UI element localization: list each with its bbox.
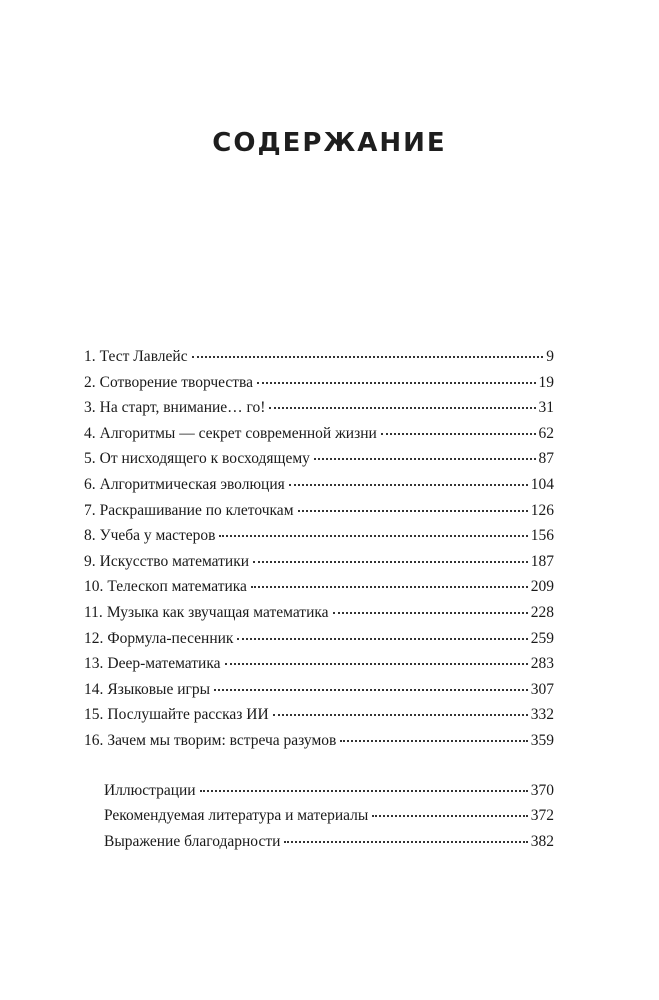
dot-leader [225, 663, 528, 665]
toc-entry[interactable] [84, 706, 554, 732]
entry-title: Искусство математики [99, 552, 250, 570]
entry-title: Сотворение творчества [99, 373, 254, 391]
dot-leader [219, 535, 527, 537]
entry-number: 11. [84, 603, 103, 621]
dot-leader [253, 561, 528, 563]
entry-page: 19 [538, 373, 554, 391]
entry-number: 6. [84, 475, 96, 493]
dot-leader [273, 714, 528, 716]
entry-page: 9 [546, 348, 554, 365]
entry-number: 3. [84, 399, 96, 417]
dot-leader [381, 433, 536, 435]
entry-number: 8. [84, 527, 96, 545]
entry-page: 259 [530, 629, 554, 647]
entry-title: Музыка как звучащая математика [106, 603, 329, 621]
toc-entry[interactable] [84, 782, 554, 808]
toc-entry[interactable] [84, 399, 554, 425]
entry-page: 332 [530, 706, 554, 724]
entry-title: Формула-песенник [107, 629, 234, 647]
entry-page: 228 [530, 603, 554, 621]
entry-title: Выражение благодарности [104, 832, 281, 850]
entry-number: 5. [84, 450, 96, 468]
dot-leader [251, 586, 528, 588]
toc-entry[interactable] [84, 578, 554, 604]
entry-title: Рекомендуемая литература и материалы [104, 807, 369, 825]
toc-entry[interactable] [84, 604, 554, 630]
toc-entry[interactable] [84, 348, 554, 374]
entry-title: От нисходящего к восходящему [99, 450, 310, 468]
toc-entry[interactable] [84, 655, 554, 681]
dot-leader [269, 407, 535, 409]
entry-number: 7. [84, 501, 96, 519]
entry-page: 307 [530, 680, 554, 698]
toc-entry[interactable] [84, 553, 554, 579]
entry-title: Deep-математика [107, 655, 221, 673]
toc-entry[interactable] [84, 374, 554, 400]
chapter-list [84, 348, 554, 758]
entry-page: 126 [530, 501, 554, 519]
entry-page: 62 [538, 424, 554, 442]
entry-title: Алгоритмы — секрет современной жизни [99, 424, 377, 442]
entry-title: Алгоритмическая эволюция [99, 475, 285, 493]
dot-leader [284, 841, 527, 843]
entry-page: 372 [530, 807, 554, 825]
page-title: СОДЕРЖАНИЕ [212, 128, 447, 158]
dot-leader [298, 510, 528, 512]
toc-entry[interactable] [84, 527, 554, 553]
entry-page: 187 [530, 552, 554, 570]
entry-number: 2. [84, 373, 96, 391]
dot-leader [333, 612, 528, 614]
toc-entry[interactable] [84, 425, 554, 451]
entry-number: 15. [84, 706, 104, 724]
dot-leader [314, 458, 536, 460]
entry-number: 14. [84, 680, 104, 698]
entry-number: 16. [84, 731, 104, 749]
entry-page: 31 [538, 399, 554, 417]
dot-leader [214, 689, 528, 691]
entry-title: Телескоп математика [107, 578, 247, 596]
toc-entry[interactable] [84, 630, 554, 656]
entry-title: Послушайте рассказ ИИ [107, 706, 269, 724]
toc-entry[interactable] [84, 807, 554, 833]
table-of-contents [84, 348, 554, 858]
section-gap [84, 758, 554, 782]
entry-number: 12. [84, 629, 104, 647]
entry-number: 13. [84, 655, 104, 673]
entry-page: 359 [530, 731, 554, 749]
entry-title: Учеба у мастеров [99, 527, 216, 545]
entry-title: Иллюстрации [104, 781, 196, 799]
entry-title: Раскрашивание по клеточкам [99, 501, 294, 519]
entry-number: 10. [84, 578, 104, 596]
extras-list [84, 782, 554, 859]
toc-entry[interactable] [84, 833, 554, 859]
entry-title: Языковые игры [107, 680, 211, 698]
dot-leader [192, 356, 544, 358]
entry-page: 283 [530, 655, 554, 673]
entry-number: 1. [84, 348, 96, 365]
dot-leader [340, 740, 527, 742]
dot-leader [257, 382, 535, 384]
entry-page: 370 [530, 781, 554, 799]
entry-title: Зачем мы творим: встреча разумов [107, 731, 337, 749]
toc-entry[interactable] [84, 476, 554, 502]
toc-entry[interactable] [84, 502, 554, 528]
entry-page: 87 [538, 450, 554, 468]
toc-entry[interactable] [84, 681, 554, 707]
entry-number: 9. [84, 552, 96, 570]
dot-leader [237, 638, 527, 640]
dot-leader [372, 815, 527, 817]
entry-page: 104 [530, 475, 554, 493]
entry-title: Тест Лавлейс [99, 348, 188, 365]
entry-title: На старт, внимание… го! [99, 399, 266, 417]
entry-page: 382 [530, 832, 554, 850]
entry-page: 156 [530, 527, 554, 545]
toc-entry[interactable] [84, 450, 554, 476]
dot-leader [289, 484, 528, 486]
dot-leader [200, 790, 528, 792]
entry-page: 209 [530, 578, 554, 596]
toc-entry[interactable] [84, 732, 554, 758]
entry-number: 4. [84, 424, 96, 442]
